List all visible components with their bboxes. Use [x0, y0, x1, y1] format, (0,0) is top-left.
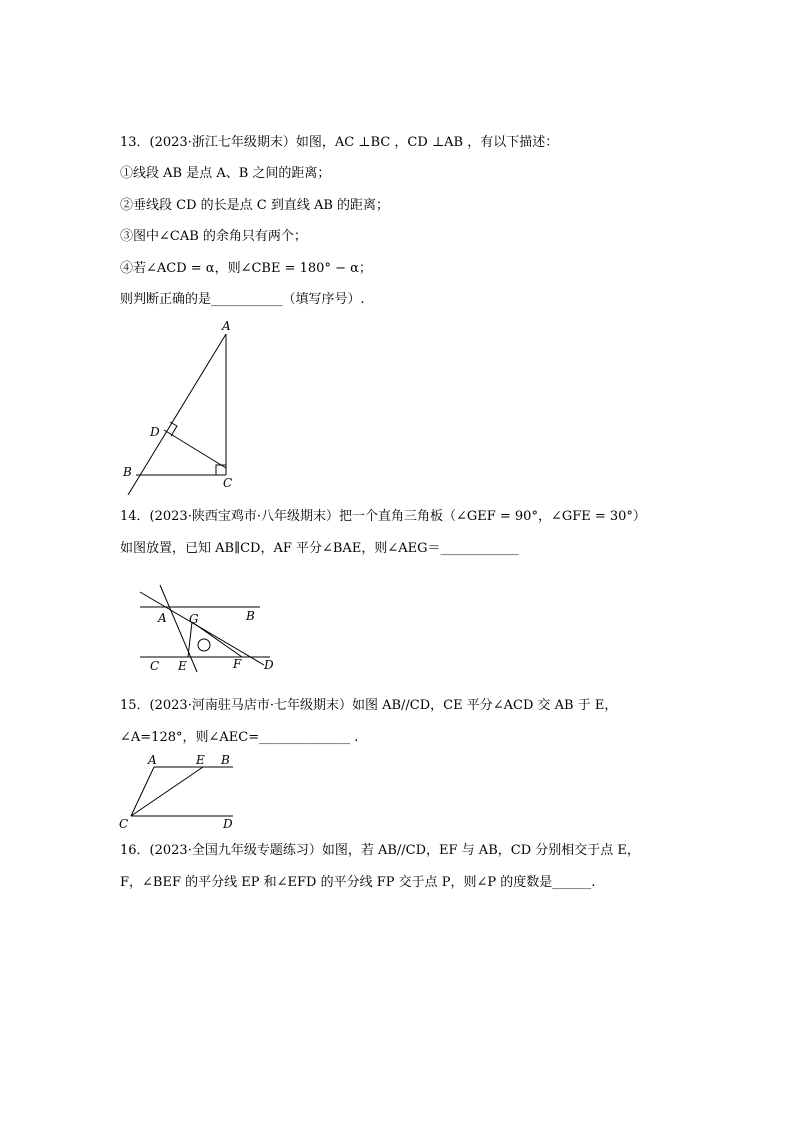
q15-label-b: B [221, 753, 230, 767]
q15-stem: 15．(2023·河南驻马店市·七年级期末）如图 AB//CD，CE 平分∠ACD 交 AB 于 E， [120, 698, 618, 713]
q14-label-c: C [150, 659, 160, 673]
q13-label-c: C [223, 476, 233, 490]
q13-stem: 13．(2023·浙江七年级期末）如图，AC ⊥BC ，CD ⊥AB ，有以下描述： [120, 135, 559, 150]
q13-label-d: D [150, 425, 160, 439]
q14-label-g: G [189, 612, 199, 626]
q13-statement-4: ④若∠ACD = α，则∠CBE = 180° − α； [120, 261, 372, 276]
q15-label-d: D [223, 817, 233, 831]
q16-ask: F，∠BEF 的平分线 EP 和∠EFD 的平分线 FP 交于点 P，则∠P 的度数是______. [120, 875, 596, 890]
q13-statement-1: ①线段 AB 是点 A、B 之间的距离； [120, 166, 331, 181]
q14-label-f: F [233, 657, 242, 671]
q14-label-b: B [246, 609, 255, 623]
q13-label-b: B [123, 465, 132, 479]
q15-figure [115, 750, 245, 832]
q15-label-a: A [148, 753, 157, 767]
q15-label-e: E [196, 753, 205, 767]
q14-label-a: A [158, 611, 167, 625]
q13-statement-3: ③图中∠CAB 的余角只有两个； [120, 229, 307, 244]
q15-label-c: C [119, 817, 129, 831]
q14-figure [130, 575, 280, 675]
q14-stem: 14．(2023·陕西宝鸡市·八年级期末）把一个直角三角板（∠GEF = 90°，∠GFE = 30°） [120, 509, 646, 524]
q14-label-d: D [264, 658, 274, 672]
q13-figure [110, 315, 250, 495]
q14-label-e: E [178, 659, 187, 673]
q13-ask: 则判断正确的是___________（填写序号）. [120, 292, 365, 307]
q13-statement-2: ②垂线段 CD 的长是点 C 到直线 AB 的距离； [120, 198, 390, 213]
q15-ask: ∠A=128°，则∠AEC=______________ . [120, 730, 359, 745]
q13-label-a: A [222, 319, 231, 333]
q14-ask: 如图放置，已知 AB∥CD，AF 平分∠BAE，则∠AEG＝____________ [120, 541, 519, 556]
q16-stem: 16．(2023·全国九年级专题练习）如图，若 AB//CD，EF 与 AB，CD 分别相交于点 E， [120, 843, 640, 858]
